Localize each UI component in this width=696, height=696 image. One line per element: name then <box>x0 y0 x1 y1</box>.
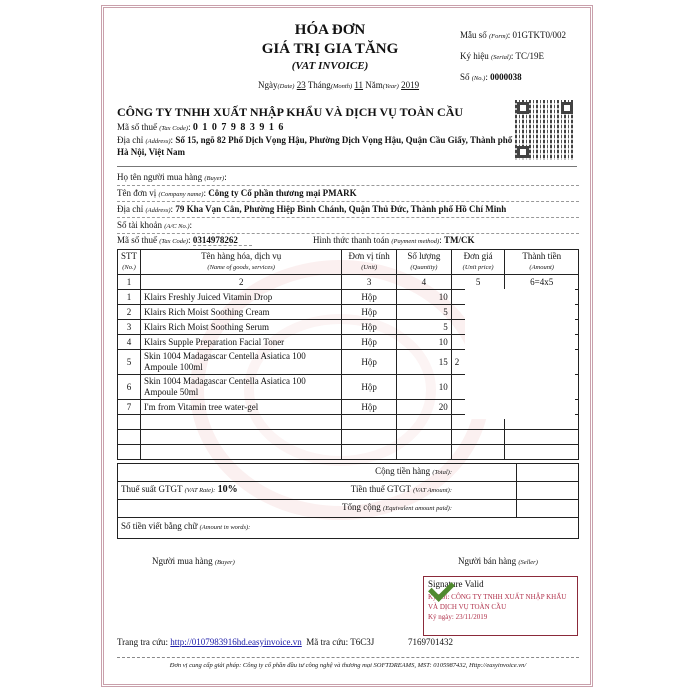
invoice-summary <box>117 463 579 539</box>
buyer-company-label: Tên đơn vị <box>117 188 157 198</box>
signature-status: Signature Valid <box>428 579 484 589</box>
redaction-mask <box>465 289 575 419</box>
buyer-address-label: Địa chỉ <box>117 204 144 214</box>
header-price: Đơn giá (Unit price) <box>451 250 505 275</box>
index-cell: 5 <box>451 275 505 290</box>
row-qty: 15 <box>397 350 452 375</box>
invoice-subtitle: GIÁ TRỊ GIA TĂNG <box>261 41 399 57</box>
form-value: 01GTKT0/002 <box>512 30 567 40</box>
serial-value: TC/19E <box>515 51 544 61</box>
index-cell: 4 <box>397 275 452 290</box>
invoice-title-en: (VAT INVOICE) <box>291 60 369 72</box>
row-name: Klairs Rich Moist Soothing Serum <box>141 320 342 335</box>
seller-tax-value: 0 1 0 7 9 8 3 9 1 6 <box>192 122 285 133</box>
seller-address-line1: Số 15, ngõ 82 Phố Dịch Vọng Hậu, Phường Dịch Vọng Hậu, Quận Cầu Giấy, Thành phố <box>175 135 513 145</box>
index-cell: 6=4x5 <box>505 275 579 290</box>
month-label-en: (Month) <box>330 83 353 90</box>
row-unit: Hộp <box>342 335 397 350</box>
lookup-page-label: Trang tra cứu: <box>117 637 169 647</box>
buyer-name-label-en: (Buyer) <box>204 175 225 182</box>
index-cell: 1 <box>118 275 141 290</box>
row-name: Klairs Freshly Juiced Vitamin Drop <box>141 290 342 305</box>
invoice-date <box>258 80 419 90</box>
index-cell: 2 <box>141 275 342 290</box>
row-qty: 20 <box>397 400 452 415</box>
row-no: 4 <box>118 335 141 350</box>
form-label-en: (Form) <box>489 33 508 40</box>
total-label: Cộng tiền hàng <box>375 466 431 476</box>
vat-rate-label: Thuế suất GTGT <box>121 484 183 494</box>
year-label: Năm <box>365 80 383 90</box>
year-label-en: (Year) <box>382 83 399 90</box>
row-price: 2 <box>451 350 505 375</box>
day-label: Ngày <box>258 80 278 90</box>
row-no: 5 <box>118 350 141 375</box>
payment-label: Hình thức thanh toán <box>313 235 390 245</box>
form-number: Mẫu số (Form): 01GTKT0/002 <box>460 30 567 40</box>
grand-total-label-en: (Equivalent amount paid): <box>383 505 452 512</box>
buyer-tax-label: Mã số thuế <box>117 235 157 245</box>
total-value <box>516 464 578 481</box>
lookup-code-prefix: T6C3J <box>350 637 375 647</box>
month-value: 11 <box>354 80 364 90</box>
month-label: Tháng <box>307 80 331 90</box>
vat-amount-label-en: (VAT Amount): <box>413 487 452 494</box>
vat-amount-value <box>516 482 578 499</box>
serial-number: Ký hiệu (Serial): TC/19E <box>460 51 544 61</box>
buyer-company-label-en: (Company name) <box>158 191 204 198</box>
total-row <box>118 463 578 481</box>
row-qty: 10 <box>397 335 452 350</box>
seller-tax-label: Mã số thuế <box>117 122 157 132</box>
buyer-tax-field: Mã số thuế (Tax Code): 0314978262 <box>117 235 252 245</box>
row-no: 1 <box>118 290 141 305</box>
grand-total-label: Tổng cộng <box>342 502 381 512</box>
row-name: Klairs Supple Preparation Facial Toner <box>141 335 342 350</box>
qr-code <box>515 100 575 160</box>
payment-method-field: Hình thức thanh toán (Payment method): TM/CK <box>313 235 475 245</box>
signed-date: Ký ngày: 23/11/2019 <box>428 613 488 621</box>
invoice-title: HÓA ĐƠN <box>294 22 366 38</box>
row-no: 3 <box>118 320 141 335</box>
grand-total-value <box>516 500 578 517</box>
header-no: STT (No.) <box>118 250 141 275</box>
row-no: 2 <box>118 305 141 320</box>
index-cell: 3 <box>342 275 397 290</box>
buyer-company-value: Công ty Cổ phần thương mại PMARK <box>208 188 357 198</box>
row-unit: Hộp <box>342 320 397 335</box>
grand-total-row <box>118 499 578 517</box>
seller-signature-label: Người bán hàng (Seller) <box>458 556 538 566</box>
year-value: 2019 <box>401 80 420 90</box>
buyer-name-label: Họ tên người mua hàng <box>117 172 203 182</box>
buyer-name-field: Họ tên người mua hàng (Buyer): <box>117 172 579 186</box>
invoice-number: Số (No.): 0000038 <box>460 72 522 82</box>
buyer-tax-label-en: (Tax Code) <box>159 238 189 245</box>
header-unit: Đơn vị tính (Unit) <box>342 250 397 275</box>
row-unit: Hộp <box>342 290 397 305</box>
row-qty: 10 <box>397 375 452 400</box>
seller-tax-label-en: (Tax Code) <box>159 125 189 132</box>
row-qty: 5 <box>397 305 452 320</box>
words-label: Số tiền viết bằng chữ <box>121 521 198 531</box>
digital-signature-stamp <box>423 576 578 636</box>
qr-corner-icon <box>517 102 529 114</box>
row-unit: Hộp <box>342 350 397 375</box>
seller-address-label-en: (Address) <box>145 138 171 145</box>
payment-label-en: (Payment method) <box>391 238 440 245</box>
signed-by: Ký bởi: CÔNG TY TNHH XUẤT NHẬP KHẨU VÀ DỊCH VỤ TOÀN CẦU <box>428 593 567 611</box>
empty-row <box>118 430 579 445</box>
row-qty: 10 <box>397 290 452 305</box>
total-label-en: (Total): <box>432 469 452 476</box>
vat-rate-label-en: (VAT Rate): <box>184 487 216 494</box>
buyer-address-value: 79 Kha Vạn Cân, Phường Hiệp Bình Chánh, Quận Thủ Đức, Thành phố Hồ Chí Minh <box>175 204 507 214</box>
footer-divider <box>117 657 579 658</box>
divider <box>117 166 577 167</box>
seller-company: CÔNG TY TNHH XUẤT NHẬP KHẨU VÀ DỊCH VỤ TOÀN CẦU <box>117 105 464 119</box>
row-qty: 5 <box>397 320 452 335</box>
buyer-account-label-en: (A/C No.) <box>164 223 190 230</box>
words-label-en: (Amount in words): <box>199 524 251 531</box>
row-name: Skin 1004 Madagascar Centella Asiatica 100 Ampoule 100ml <box>141 350 342 375</box>
row-unit: Hộp <box>342 400 397 415</box>
number-label-en: (No.) <box>471 75 486 82</box>
header-qty: Số lượng (Quantity) <box>397 250 452 275</box>
buyer-address-label-en: (Address) <box>145 207 171 214</box>
vat-amount-label: Tiền thuế GTGT <box>350 484 411 494</box>
empty-row <box>118 445 579 460</box>
lookup-code-label: Mã tra cứu: <box>306 637 349 647</box>
row-name: Klairs Rich Moist Soothing Cream <box>141 305 342 320</box>
buyer-account-field: Số tài khoản (A/C No.): <box>117 220 579 234</box>
buyer-signature-label: Người mua hàng (Buyer) <box>152 556 235 566</box>
table-header-row <box>118 250 579 275</box>
buyer-tax-value: 0314978262 <box>193 235 252 246</box>
seller-address-line2: Hà Nội, Việt Nam <box>117 147 185 157</box>
buyer-company-field: Tên đơn vị (Company name): Công ty Cổ phần thương mại PMARK <box>117 188 579 202</box>
lookup-url-link[interactable]: http://0107983916hd.easyinvoice.vn <box>170 637 302 647</box>
row-no: 7 <box>118 400 141 415</box>
day-value: 23 <box>296 80 306 90</box>
index-row <box>118 275 579 290</box>
provider-footer: Đơn vị cung cấp giải pháp: Công ty cổ phần đầu tư công nghệ và thương mại SOFTDREAMS, MST: 0105987432, Http://easyinvoice.vn/ <box>169 662 527 669</box>
header-amount: Thành tiền (Amount) <box>505 250 579 275</box>
number-label: Số <box>460 72 470 82</box>
row-name: Skin 1004 Madagascar Centella Asiatica 100 Ampoule 50ml <box>141 375 342 400</box>
buyer-address-field: Địa chỉ (Address): 79 Kha Vạn Cân, Phường Hiệp Bình Chánh, Quận Thủ Đức, Thành phố Hồ Chí Minh <box>117 204 579 218</box>
number-value: 0000038 <box>490 72 522 82</box>
seller-tax-code: Mã số thuế (Tax Code): 0 1 0 7 9 8 3 9 1 6 <box>117 122 285 133</box>
vat-rate-value: 10% <box>217 484 238 495</box>
lookup-code-suffix: 7169701432 <box>408 637 453 647</box>
serial-label-en: (Serial) <box>491 54 511 61</box>
buyer-account-label: Số tài khoản <box>117 220 162 230</box>
seller-address-label: Địa chỉ <box>117 135 144 145</box>
serial-label: Ký hiệu <box>460 51 489 61</box>
header-name: Tên hàng hóa, dịch vụ (Name of goods, services) <box>141 250 342 275</box>
qr-corner-icon <box>561 102 573 114</box>
form-label: Mẫu số <box>460 30 487 40</box>
seller-address: Địa chỉ (Address): Số 15, ngõ 82 Phố Dịch Vọng Hậu, Phường Dịch Vọng Hậu, Quận Cầu Giấy, Thành phố <box>117 135 513 145</box>
lookup-line <box>117 637 374 647</box>
payment-value: TM/CK <box>443 235 475 245</box>
row-unit: Hộp <box>342 375 397 400</box>
row-no: 6 <box>118 375 141 400</box>
row-name: I'm from Vitamin tree water-gel <box>141 400 342 415</box>
amount-in-words-row <box>118 517 578 538</box>
day-label-en: (Date) <box>277 83 295 90</box>
vat-row <box>118 481 578 499</box>
qr-corner-icon <box>517 146 529 158</box>
row-unit: Hộp <box>342 305 397 320</box>
